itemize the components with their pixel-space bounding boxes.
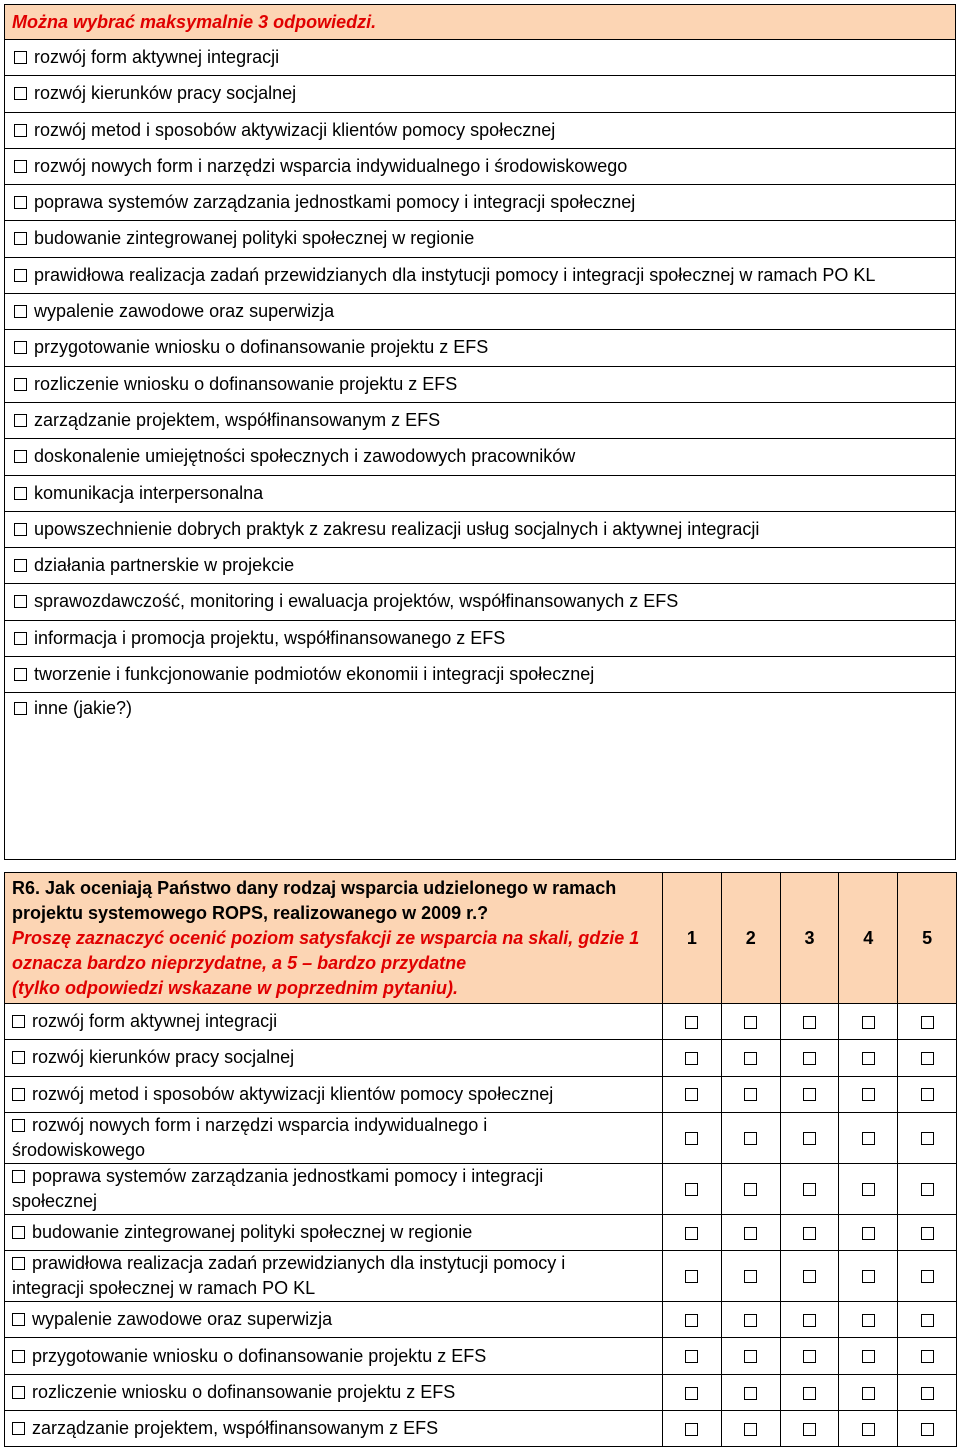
r6-item-label: rozwój nowych form i narzędzi wsparcia indywidualnego i <box>32 1114 488 1135</box>
rating-checkbox-4[interactable] <box>862 1227 875 1240</box>
r6-question-title-line2: projektu systemowego ROPS, realizowanego w 2009 r.? <box>12 903 489 923</box>
rating-checkbox-5[interactable] <box>921 1350 934 1363</box>
checkbox[interactable] <box>14 269 27 282</box>
rating-cell-3 <box>780 1112 839 1163</box>
q5-option-row <box>5 294 955 330</box>
rating-cell-2 <box>721 1076 780 1112</box>
rating-checkbox-1[interactable] <box>685 1423 698 1436</box>
q5-option-label: zarządzanie projektem, współfinansowanym z EFS <box>34 409 441 430</box>
rating-cell-1 <box>663 1374 722 1410</box>
rating-checkbox-2[interactable] <box>744 1350 757 1363</box>
q5-option-label: prawidłowa realizacja zadań przewidzianych dla instytucji pomocy i integracji społecznej w ramach PO KL <box>34 264 876 285</box>
rating-cell-1 <box>663 1004 722 1040</box>
q5-option-label: inne (jakie?) <box>34 698 133 719</box>
q5-option-row <box>5 584 955 620</box>
rating-cell-1 <box>663 1251 722 1302</box>
rating-cell-1 <box>663 1411 722 1447</box>
r6-rating-table <box>4 872 957 1447</box>
checkbox[interactable] <box>14 595 27 608</box>
rating-cell-4 <box>839 1411 898 1447</box>
q5-option-label: rozwój form aktywnej integracji <box>34 47 280 67</box>
rating-cell-3 <box>780 1374 839 1410</box>
checkbox[interactable] <box>12 1313 25 1326</box>
rating-checkbox-5[interactable] <box>921 1423 934 1436</box>
q5-option-label: informacja i promocja projektu, współfinansowanego z EFS <box>34 627 506 648</box>
checkbox[interactable] <box>12 1350 25 1363</box>
rating-cell-1 <box>663 1076 722 1112</box>
q5-option-row <box>5 113 955 149</box>
rating-checkbox-4[interactable] <box>862 1132 875 1145</box>
q5-option-row <box>5 403 955 439</box>
scale-header-4: 4 <box>839 873 898 1004</box>
r6-rating-row <box>5 1302 957 1338</box>
r6-item-cell <box>5 1338 663 1374</box>
rating-checkbox-5[interactable] <box>921 1052 934 1065</box>
rating-cell-3 <box>780 1163 839 1214</box>
q5-option-label: tworzenie i funkcjonowanie podmiotów ekonomii i integracji społecznej <box>34 664 595 685</box>
rating-checkbox-2[interactable] <box>744 1052 757 1065</box>
rating-cell-1 <box>663 1302 722 1338</box>
rating-cell-2 <box>721 1004 780 1040</box>
rating-cell-4 <box>839 1338 898 1374</box>
rating-checkbox-3[interactable] <box>803 1227 816 1240</box>
r6-rating-row <box>5 1374 957 1410</box>
checkbox[interactable] <box>12 1226 25 1239</box>
rating-checkbox-2[interactable] <box>744 1016 757 1029</box>
checkbox[interactable] <box>14 196 27 209</box>
rating-checkbox-3[interactable] <box>803 1387 816 1400</box>
checkbox[interactable] <box>12 1119 25 1132</box>
q5-option-row <box>5 258 955 294</box>
rating-checkbox-4[interactable] <box>862 1016 875 1029</box>
q5-options-box <box>4 4 956 860</box>
rating-checkbox-5[interactable] <box>921 1016 934 1029</box>
rating-cell-5 <box>898 1040 957 1076</box>
checkbox[interactable] <box>14 523 27 536</box>
r6-item-cell <box>5 1004 663 1040</box>
rating-cell-1 <box>663 1112 722 1163</box>
q5-option-row <box>5 76 955 112</box>
r6-item-cell <box>5 1214 663 1250</box>
rating-checkbox-1[interactable] <box>685 1052 698 1065</box>
rating-cell-4 <box>839 1076 898 1112</box>
rating-checkbox-3[interactable] <box>803 1088 816 1101</box>
r6-item-cell <box>5 1374 663 1410</box>
rating-checkbox-4[interactable] <box>862 1183 875 1196</box>
checkbox[interactable] <box>14 702 27 715</box>
q5-option-list <box>5 40 955 859</box>
rating-cell-5 <box>898 1374 957 1410</box>
q5-option-label: rozwój kierunków pracy socjalnej <box>34 83 297 104</box>
rating-checkbox-2[interactable] <box>744 1423 757 1436</box>
rating-checkbox-3[interactable] <box>803 1132 816 1145</box>
rating-cell-2 <box>721 1112 780 1163</box>
checkbox[interactable] <box>12 1170 25 1183</box>
rating-checkbox-4[interactable] <box>862 1314 875 1327</box>
rating-checkbox-5[interactable] <box>921 1183 934 1196</box>
q5-instruction: Można wybrać maksymalnie 3 odpowiedzi. <box>5 5 955 40</box>
checkbox[interactable] <box>14 341 27 354</box>
rating-cell-4 <box>839 1004 898 1040</box>
r6-rating-row <box>5 1004 957 1040</box>
rating-checkbox-2[interactable] <box>744 1270 757 1283</box>
rating-cell-4 <box>839 1163 898 1214</box>
q5-option-label: poprawa systemów zarządzania jednostkami pomocy i integracji społecznej <box>34 192 636 213</box>
r6-instruction-line2: oznacza bardzo nieprzydatne, a 5 – bardzo przydatne <box>12 953 467 973</box>
q5-option-label: sprawozdawczość, monitoring i ewaluacja projektów, współfinansowanych z EFS <box>34 591 679 612</box>
rating-cell-3 <box>780 1302 839 1338</box>
rating-checkbox-1[interactable] <box>685 1088 698 1101</box>
rating-checkbox-2[interactable] <box>744 1183 757 1196</box>
rating-checkbox-1[interactable] <box>685 1387 698 1400</box>
q5-option-label: przygotowanie wniosku o dofinansowanie projektu z EFS <box>34 337 489 358</box>
rating-cell-3 <box>780 1004 839 1040</box>
rating-checkbox-5[interactable] <box>921 1132 934 1145</box>
r6-header-row <box>5 873 957 1004</box>
checkbox[interactable] <box>12 1422 25 1435</box>
q5-option-label: działania partnerskie w projekcie <box>34 555 295 576</box>
q5-option-row <box>5 548 955 584</box>
r6-item-label: budowanie zintegrowanej polityki społecznej w regionie <box>32 1222 473 1243</box>
rating-cell-2 <box>721 1163 780 1214</box>
r6-item-cell <box>5 1163 663 1214</box>
checkbox[interactable] <box>14 632 27 645</box>
r6-item-cell <box>5 1302 663 1338</box>
rating-checkbox-2[interactable] <box>744 1227 757 1240</box>
rating-cell-4 <box>839 1112 898 1163</box>
q5-option-label: rozliczenie wniosku o dofinansowanie projektu z EFS <box>34 373 458 394</box>
rating-checkbox-2[interactable] <box>744 1132 757 1145</box>
r6-item-label: rozwój form aktywnej integracji <box>32 1011 278 1032</box>
checkbox[interactable] <box>14 450 27 463</box>
rating-cell-3 <box>780 1214 839 1250</box>
r6-item-cell <box>5 1112 663 1163</box>
rating-checkbox-3[interactable] <box>803 1350 816 1363</box>
r6-item-label-continued: środowiskowego <box>12 1139 146 1160</box>
rating-cell-2 <box>721 1251 780 1302</box>
checkbox[interactable] <box>14 487 27 500</box>
rating-cell-3 <box>780 1040 839 1076</box>
rating-checkbox-5[interactable] <box>921 1088 934 1101</box>
checkbox[interactable] <box>12 1386 25 1399</box>
q5-option-row <box>5 657 955 693</box>
q5-option-label: wypalenie zawodowe oraz superwizja <box>34 301 335 322</box>
rating-cell-4 <box>839 1040 898 1076</box>
checkbox[interactable] <box>14 414 27 427</box>
r6-item-label-continued: integracji społecznej w ramach PO KL <box>12 1278 316 1299</box>
rating-checkbox-4[interactable] <box>862 1088 875 1101</box>
checkbox[interactable] <box>14 378 27 391</box>
r6-rating-row <box>5 1251 957 1302</box>
rating-cell-2 <box>721 1374 780 1410</box>
q5-option-label: rozwój nowych form i narzędzi wsparcia indywidualnego i środowiskowego <box>34 155 628 176</box>
r6-item-label: zarządzanie projektem, współfinansowanym z EFS <box>32 1418 439 1439</box>
r6-item-cell <box>5 1040 663 1076</box>
checkbox[interactable] <box>14 668 27 681</box>
rating-cell-1 <box>663 1214 722 1250</box>
rating-checkbox-1[interactable] <box>685 1016 698 1029</box>
rating-cell-3 <box>780 1411 839 1447</box>
rating-cell-1 <box>663 1163 722 1214</box>
checkbox[interactable] <box>12 1051 25 1064</box>
rating-cell-2 <box>721 1040 780 1076</box>
q5-option-label: upowszechnienie dobrych praktyk z zakresu realizacji usług socjalnych i aktywnej integracji <box>34 518 760 539</box>
rating-cell-5 <box>898 1214 957 1250</box>
q5-option-label: doskonalenie umiejętności społecznych i zawodowych pracowników <box>34 446 576 467</box>
rating-checkbox-4[interactable] <box>862 1387 875 1400</box>
rating-checkbox-3[interactable] <box>803 1423 816 1436</box>
r6-instruction-line1: Proszę zaznaczyć ocenić poziom satysfakcji ze wsparcia na skali, gdzie 1 <box>12 928 640 948</box>
q5-option-row <box>5 693 955 859</box>
rating-checkbox-2[interactable] <box>744 1088 757 1101</box>
rating-cell-4 <box>839 1302 898 1338</box>
r6-item-cell <box>5 1076 663 1112</box>
scale-header-3: 3 <box>780 873 839 1004</box>
rating-cell-4 <box>839 1374 898 1410</box>
rating-checkbox-3[interactable] <box>803 1016 816 1029</box>
rating-checkbox-3[interactable] <box>803 1314 816 1327</box>
rating-cell-2 <box>721 1338 780 1374</box>
scale-header-1: 1 <box>663 873 722 1004</box>
q5-option-row <box>5 621 955 657</box>
r6-item-label: rozliczenie wniosku o dofinansowanie projektu z EFS <box>32 1381 456 1402</box>
r6-item-label: wypalenie zawodowe oraz superwizja <box>32 1309 333 1330</box>
rating-checkbox-5[interactable] <box>921 1314 934 1327</box>
rating-cell-2 <box>721 1214 780 1250</box>
q5-option-row <box>5 512 955 548</box>
r6-question-cell <box>5 873 663 1004</box>
q5-option-row <box>5 330 955 366</box>
rating-checkbox-5[interactable] <box>921 1387 934 1400</box>
rating-checkbox-4[interactable] <box>862 1423 875 1436</box>
q5-option-row <box>5 149 955 185</box>
q5-option-label: budowanie zintegrowanej polityki społecznej w regionie <box>34 228 475 249</box>
rating-checkbox-1[interactable] <box>685 1314 698 1327</box>
checkbox[interactable] <box>14 160 27 173</box>
rating-cell-5 <box>898 1163 957 1214</box>
rating-cell-1 <box>663 1338 722 1374</box>
q5-option-row <box>5 185 955 221</box>
r6-rating-row <box>5 1163 957 1214</box>
rating-cell-5 <box>898 1076 957 1112</box>
rating-cell-5 <box>898 1251 957 1302</box>
scale-header-2: 2 <box>721 873 780 1004</box>
r6-rating-row <box>5 1040 957 1076</box>
rating-cell-2 <box>721 1302 780 1338</box>
rating-cell-3 <box>780 1251 839 1302</box>
r6-item-label-continued: społecznej <box>12 1190 98 1211</box>
rating-checkbox-4[interactable] <box>862 1270 875 1283</box>
rating-cell-5 <box>898 1112 957 1163</box>
r6-rating-row <box>5 1076 957 1112</box>
q5-option-row <box>5 40 955 76</box>
checkbox[interactable] <box>14 559 27 572</box>
q5-option-label: rozwój metod i sposobów aktywizacji klientów pomocy społecznej <box>34 119 556 140</box>
rating-cell-3 <box>780 1076 839 1112</box>
scale-header-5: 5 <box>898 873 957 1004</box>
q5-option-row <box>5 367 955 403</box>
rating-cell-2 <box>721 1411 780 1447</box>
rating-cell-3 <box>780 1338 839 1374</box>
rating-cell-5 <box>898 1411 957 1447</box>
r6-rating-row <box>5 1411 957 1447</box>
rating-cell-4 <box>839 1251 898 1302</box>
r6-item-label: prawidłowa realizacja zadań przewidzianych dla instytucji pomocy i <box>32 1253 566 1274</box>
r6-item-cell <box>5 1251 663 1302</box>
r6-item-cell <box>5 1411 663 1447</box>
q5-option-row <box>5 476 955 512</box>
rating-checkbox-5[interactable] <box>921 1270 934 1283</box>
rating-checkbox-4[interactable] <box>862 1350 875 1363</box>
q5-option-row <box>5 221 955 257</box>
rating-checkbox-3[interactable] <box>803 1052 816 1065</box>
rating-checkbox-1[interactable] <box>685 1270 698 1283</box>
r6-rating-row <box>5 1112 957 1163</box>
checkbox[interactable] <box>12 1257 25 1270</box>
q5-option-label: komunikacja interpersonalna <box>34 482 264 503</box>
rating-cell-1 <box>663 1040 722 1076</box>
rating-checkbox-1[interactable] <box>685 1132 698 1145</box>
rating-checkbox-5[interactable] <box>921 1227 934 1240</box>
rating-cell-4 <box>839 1214 898 1250</box>
rating-checkbox-3[interactable] <box>803 1270 816 1283</box>
q5-option-row <box>5 439 955 475</box>
rating-checkbox-4[interactable] <box>862 1052 875 1065</box>
checkbox[interactable] <box>14 305 27 318</box>
rating-checkbox-1[interactable] <box>685 1350 698 1363</box>
r6-rating-row <box>5 1338 957 1374</box>
rating-checkbox-2[interactable] <box>744 1387 757 1400</box>
rating-checkbox-1[interactable] <box>685 1183 698 1196</box>
checkbox[interactable] <box>14 51 27 64</box>
r6-question-title-line1: R6. Jak oceniają Państwo dany rodzaj wsparcia udzielonego w ramach <box>12 878 617 898</box>
r6-item-label: poprawa systemów zarządzania jednostkami pomocy i integracji <box>32 1165 544 1186</box>
checkbox[interactable] <box>12 1088 25 1101</box>
r6-item-label: rozwój kierunków pracy socjalnej <box>32 1047 295 1068</box>
checkbox[interactable] <box>14 124 27 137</box>
rating-cell-5 <box>898 1338 957 1374</box>
checkbox[interactable] <box>14 232 27 245</box>
r6-item-label: przygotowanie wniosku o dofinansowanie projektu z EFS <box>32 1345 487 1366</box>
checkbox[interactable] <box>14 87 27 100</box>
r6-item-label: rozwój metod i sposobów aktywizacji klientów pomocy społecznej <box>32 1083 554 1104</box>
checkbox[interactable] <box>12 1015 25 1028</box>
rating-checkbox-1[interactable] <box>685 1227 698 1240</box>
r6-rating-row <box>5 1214 957 1250</box>
r6-instruction-line3: (tylko odpowiedzi wskazane w poprzednim pytaniu). <box>12 978 459 998</box>
rating-checkbox-2[interactable] <box>744 1314 757 1327</box>
rating-cell-5 <box>898 1004 957 1040</box>
rating-checkbox-3[interactable] <box>803 1183 816 1196</box>
rating-cell-5 <box>898 1302 957 1338</box>
